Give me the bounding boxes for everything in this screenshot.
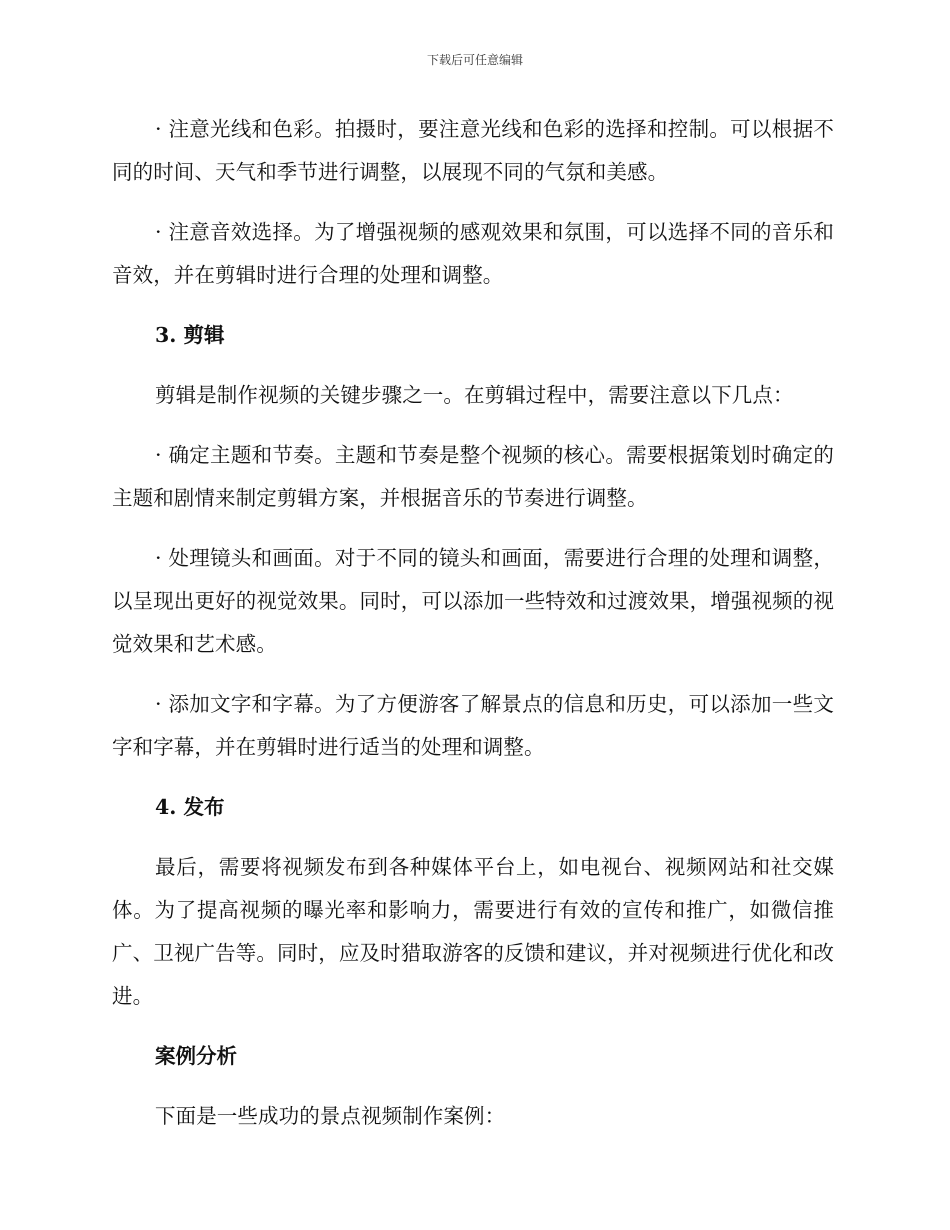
paragraph-theme-rhythm: · 确定主题和节奏。主题和节奏是整个视频的核心。需要根据策划时确定的主题和剧情来制定剪辑方案，并根据音乐的节奏进行调整。: [112, 443, 834, 510]
page-header: 下载后可任意编辑: [426, 53, 523, 67]
paragraph-lighting-color: · 注意光线和色彩。拍摄时，要注意光线和色彩的选择和控制。可以根据不同的时间、天气和季节进行调整，以展现不同的气氛和美感。: [112, 117, 834, 184]
section-heading-publish: 4. 发布: [155, 795, 225, 819]
paragraph-publish: 最后，需要将视频发布到各种媒体平台上，如电视台、视频网站和社交媒体。为了提高视频的曝光率和影响力，需要进行有效的宣传和推广，如微信推广、卫视广告等。同时，应及时猎取游客的反馈和建议，并对视频进行优化和改进。: [112, 855, 834, 1008]
section-heading-editing: 3. 剪辑: [155, 323, 225, 347]
paragraph-text-subtitles: · 添加文字和字幕。为了方便游客了解景点的信息和历史，可以添加一些文字和字幕，并在剪辑时进行适当的处理和调整。: [112, 692, 834, 759]
section-heading-case-analysis: 案例分析: [155, 1044, 237, 1068]
paragraph-case-intro: 下面是一些成功的景点视频制作案例：: [155, 1104, 506, 1128]
document-body: [112, 108, 834, 1155]
paragraph-shots-frames: · 处理镜头和画面。对于不同的镜头和画面，需要进行合理的处理和调整，以呈现出更好的视觉效果。同时，可以添加一些特效和过渡效果，增强视频的视觉效果和艺术感。: [112, 546, 834, 656]
paragraph-editing-intro: 剪辑是制作视频的关键步骤之一。在剪辑过程中，需要注意以下几点：: [155, 383, 794, 407]
paragraph-sound-effects: · 注意音效选择。为了增强视频的感观效果和氛围，可以选择不同的音乐和音效，并在剪辑时进行合理的处理和调整。: [112, 220, 834, 287]
